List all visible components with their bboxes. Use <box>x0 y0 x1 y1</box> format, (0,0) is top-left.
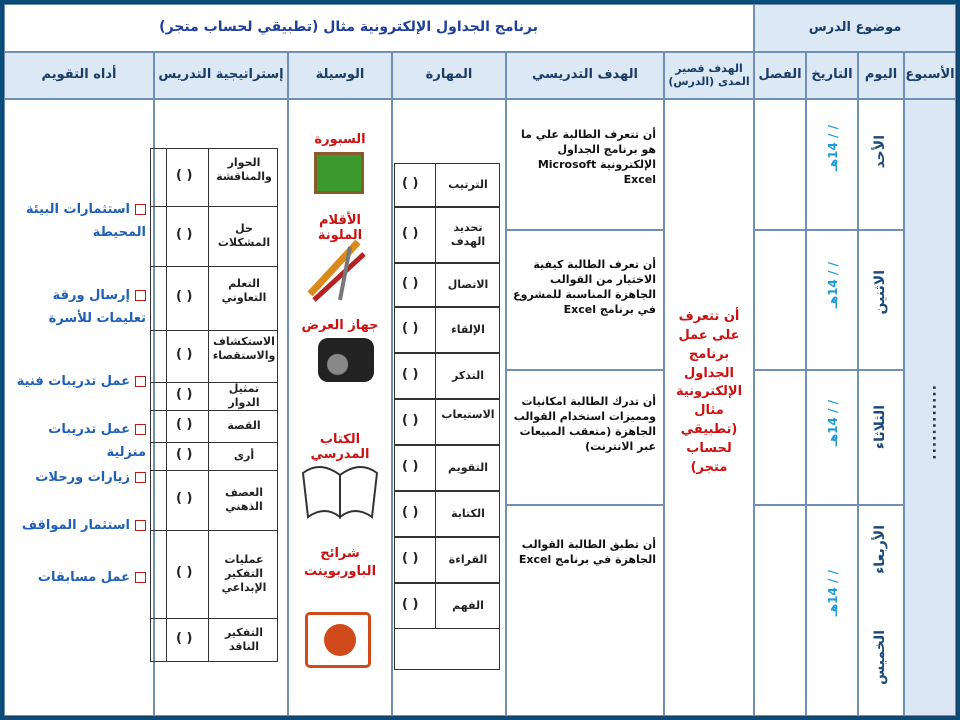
skill-divider <box>435 445 436 491</box>
col-class <box>754 52 806 99</box>
skill-label: الإلقاء <box>451 323 485 336</box>
col-day-label: اليوم <box>864 67 898 83</box>
media-2: الأقلام الملونة <box>317 213 363 243</box>
strategy-label: الحوار والمناقشة <box>216 156 272 183</box>
skill-label: الترتيب <box>448 178 488 191</box>
assessment-label: عمل تدريبات فنية <box>16 374 130 389</box>
col-objective-label: الهدف التدريسي <box>532 67 638 83</box>
checkbox-square-icon[interactable] <box>135 290 146 301</box>
strategy-check[interactable]: ( ) <box>176 347 193 362</box>
date-4: / / 14هـ <box>826 570 840 617</box>
skill-divider <box>435 583 436 629</box>
col-assessment <box>4 52 154 99</box>
date-2: / / 14هـ <box>826 262 840 309</box>
checkbox-square-icon[interactable] <box>135 376 146 387</box>
topic-label: موضوع الدرس <box>808 19 902 35</box>
col-skill <box>392 52 506 99</box>
strategy-check[interactable]: ( ) <box>176 168 193 183</box>
colored-pencils-icon <box>300 232 370 304</box>
day-2: الاثنين <box>872 270 888 315</box>
strategy-label: الاستكشاف والاستقصاء <box>212 335 276 362</box>
skill-label: الكتابة <box>451 507 485 520</box>
strategy-label: العصف الذهني <box>224 486 264 513</box>
assessment-item <box>14 418 146 465</box>
powerpoint-icon <box>305 612 371 668</box>
day-3: الثلاثاء <box>872 405 888 450</box>
assessment-item <box>14 514 146 537</box>
strategy-label: القصة <box>227 419 261 432</box>
skill-label: الاستيعاب <box>441 408 495 421</box>
media-3: جهاز العرض <box>301 318 379 333</box>
checkbox-square-icon[interactable] <box>135 572 146 583</box>
assessment-label: عمل تدريبات منزلية <box>48 422 146 461</box>
assessment-item <box>14 198 146 245</box>
col-week <box>904 52 956 99</box>
checkbox-square-icon[interactable] <box>135 204 146 215</box>
skill-check[interactable]: ( ) <box>402 276 419 291</box>
strategy-check[interactable]: ( ) <box>176 289 193 304</box>
skill-label: الاتصال <box>447 278 489 291</box>
strategy-check[interactable]: ( ) <box>176 631 193 646</box>
class-row-3 <box>754 370 806 505</box>
week-value: ............ <box>929 385 945 461</box>
week-cell <box>904 99 956 716</box>
media-1: السبورة <box>314 132 366 147</box>
col-week-label: الأسبوع <box>905 67 955 83</box>
skill-label: تحديد الهدف <box>450 221 486 248</box>
topic-label-cell <box>754 4 956 52</box>
skill-check[interactable]: ( ) <box>402 226 419 241</box>
col-short-goal-label: الهدف قصير المدى (الدرس) <box>668 62 750 88</box>
skill-divider <box>435 491 436 537</box>
skill-label: الفهم <box>452 599 484 612</box>
skill-check[interactable]: ( ) <box>402 551 419 566</box>
strategy-label: التفكير الناقد <box>224 626 264 653</box>
assessment-label: إرسال ورقة تعليمات للأسرة <box>48 288 146 327</box>
col-day <box>858 52 904 99</box>
col-date <box>806 52 858 99</box>
skill-divider <box>435 307 436 353</box>
skill-check[interactable]: ( ) <box>402 176 419 191</box>
assessment-item <box>14 466 146 489</box>
col-short-goal <box>664 52 754 99</box>
col-skill-label: المهارة <box>425 67 473 83</box>
assessment-item <box>14 284 146 331</box>
assessment-item <box>14 566 146 589</box>
objective-1: أن تتعرف الطالبة علي ما هو برنامج الجداول الإلكترونية Microsoft Excel <box>520 128 656 186</box>
col-strategy-label: إستراتيجية التدريس <box>158 67 284 83</box>
assessment-label: زيارات ورحلات <box>35 470 130 485</box>
skill-check[interactable]: ( ) <box>402 321 419 336</box>
skill-label: التقويم <box>448 461 488 474</box>
date-1: / / 14هـ <box>826 125 840 172</box>
assessment-item <box>14 370 146 393</box>
skill-divider <box>435 537 436 583</box>
col-objective <box>506 52 664 99</box>
skill-label: التذكر <box>452 369 484 382</box>
day-4: الأربعاء <box>872 525 888 574</box>
objective-row-4 <box>506 505 664 716</box>
checkbox-square-icon[interactable] <box>135 424 146 435</box>
strategy-check[interactable]: ( ) <box>176 417 193 432</box>
strategy-check[interactable]: ( ) <box>176 565 193 580</box>
date-3: / / 14هـ <box>826 400 840 447</box>
col-class-label: الفصل <box>758 67 802 83</box>
class-row-1 <box>754 99 806 230</box>
day-5: الخميس <box>872 630 888 686</box>
title-cell <box>4 4 754 52</box>
strategy-label: أرى <box>233 449 255 462</box>
assessment-label: عمل مسابقات <box>37 570 130 585</box>
short-goal-text: أن تتعرف على عمل برنامج الجداول الإلكترونية مثال (تطبيقي لحساب متجر) <box>675 309 743 475</box>
skill-divider <box>435 263 436 307</box>
day-1: الأحد <box>872 135 888 169</box>
book-icon <box>300 455 380 525</box>
media-5: شرائح الباوربوينت <box>303 546 377 579</box>
skill-divider <box>435 207 436 263</box>
objective-4: أن تطبق الطالبة القوالب الجاهزة في برنامج Excel <box>518 538 656 566</box>
strategy-check[interactable]: ( ) <box>176 227 193 242</box>
col-media-label: الوسيلة <box>315 67 365 83</box>
strategy-check[interactable]: ( ) <box>176 447 193 462</box>
skill-label: القراءة <box>448 553 488 566</box>
checkbox-square-icon[interactable] <box>135 472 146 483</box>
class-row-2 <box>754 230 806 370</box>
col-strategy <box>154 52 288 99</box>
strategy-label: عمليات التفكير الإبداعي <box>221 553 267 594</box>
media-4: الكتاب المدرسي <box>310 432 370 462</box>
assessment-cell <box>4 99 154 716</box>
col-media <box>288 52 392 99</box>
strategy-label: حل المشكلات <box>217 222 271 249</box>
objective-2: أن تعرف الطالبة كيفية الاختيار من القوالب الجاهزة المناسبة للمشروع في برنامج Excel <box>513 258 656 316</box>
projector-icon <box>318 338 374 382</box>
strategy-check[interactable]: ( ) <box>176 491 193 506</box>
strategy-divider <box>208 148 209 662</box>
strategy-check[interactable]: ( ) <box>176 387 193 402</box>
skill-check[interactable]: ( ) <box>402 367 419 382</box>
skill-check[interactable]: ( ) <box>402 459 419 474</box>
checkbox-square-icon[interactable] <box>135 520 146 531</box>
col-date-label: التاريخ <box>811 67 853 83</box>
skill-divider <box>435 399 436 445</box>
strategy-label: تمثيل الدوار <box>228 382 260 409</box>
strategy-label: التعلم التعاوني <box>221 277 267 304</box>
strategy-divider <box>166 148 167 662</box>
skill-check[interactable]: ( ) <box>402 597 419 612</box>
short-goal-cell <box>664 99 754 716</box>
objective-3: أن تدرك الطالبة امكانيات ومميزات استخدام القوالب الجاهزة (متعقب المبيعات عبر الانترنت) <box>513 395 656 453</box>
skill-divider <box>435 353 436 399</box>
skill-check[interactable]: ( ) <box>402 413 419 428</box>
chalkboard-icon <box>314 152 364 194</box>
skill-divider <box>435 163 436 207</box>
skill-check[interactable]: ( ) <box>402 505 419 520</box>
class-row-4 <box>754 505 806 716</box>
plan-title: برنامج الجداول الإلكترونية مثال (تطبيقي لحساب متجر) <box>159 19 538 35</box>
assessment-label: استثمار المواقف <box>21 518 130 533</box>
assessment-label: استثمارات البيئة المحيطة <box>25 202 146 241</box>
col-assessment-label: أداه التقويم <box>41 67 117 83</box>
